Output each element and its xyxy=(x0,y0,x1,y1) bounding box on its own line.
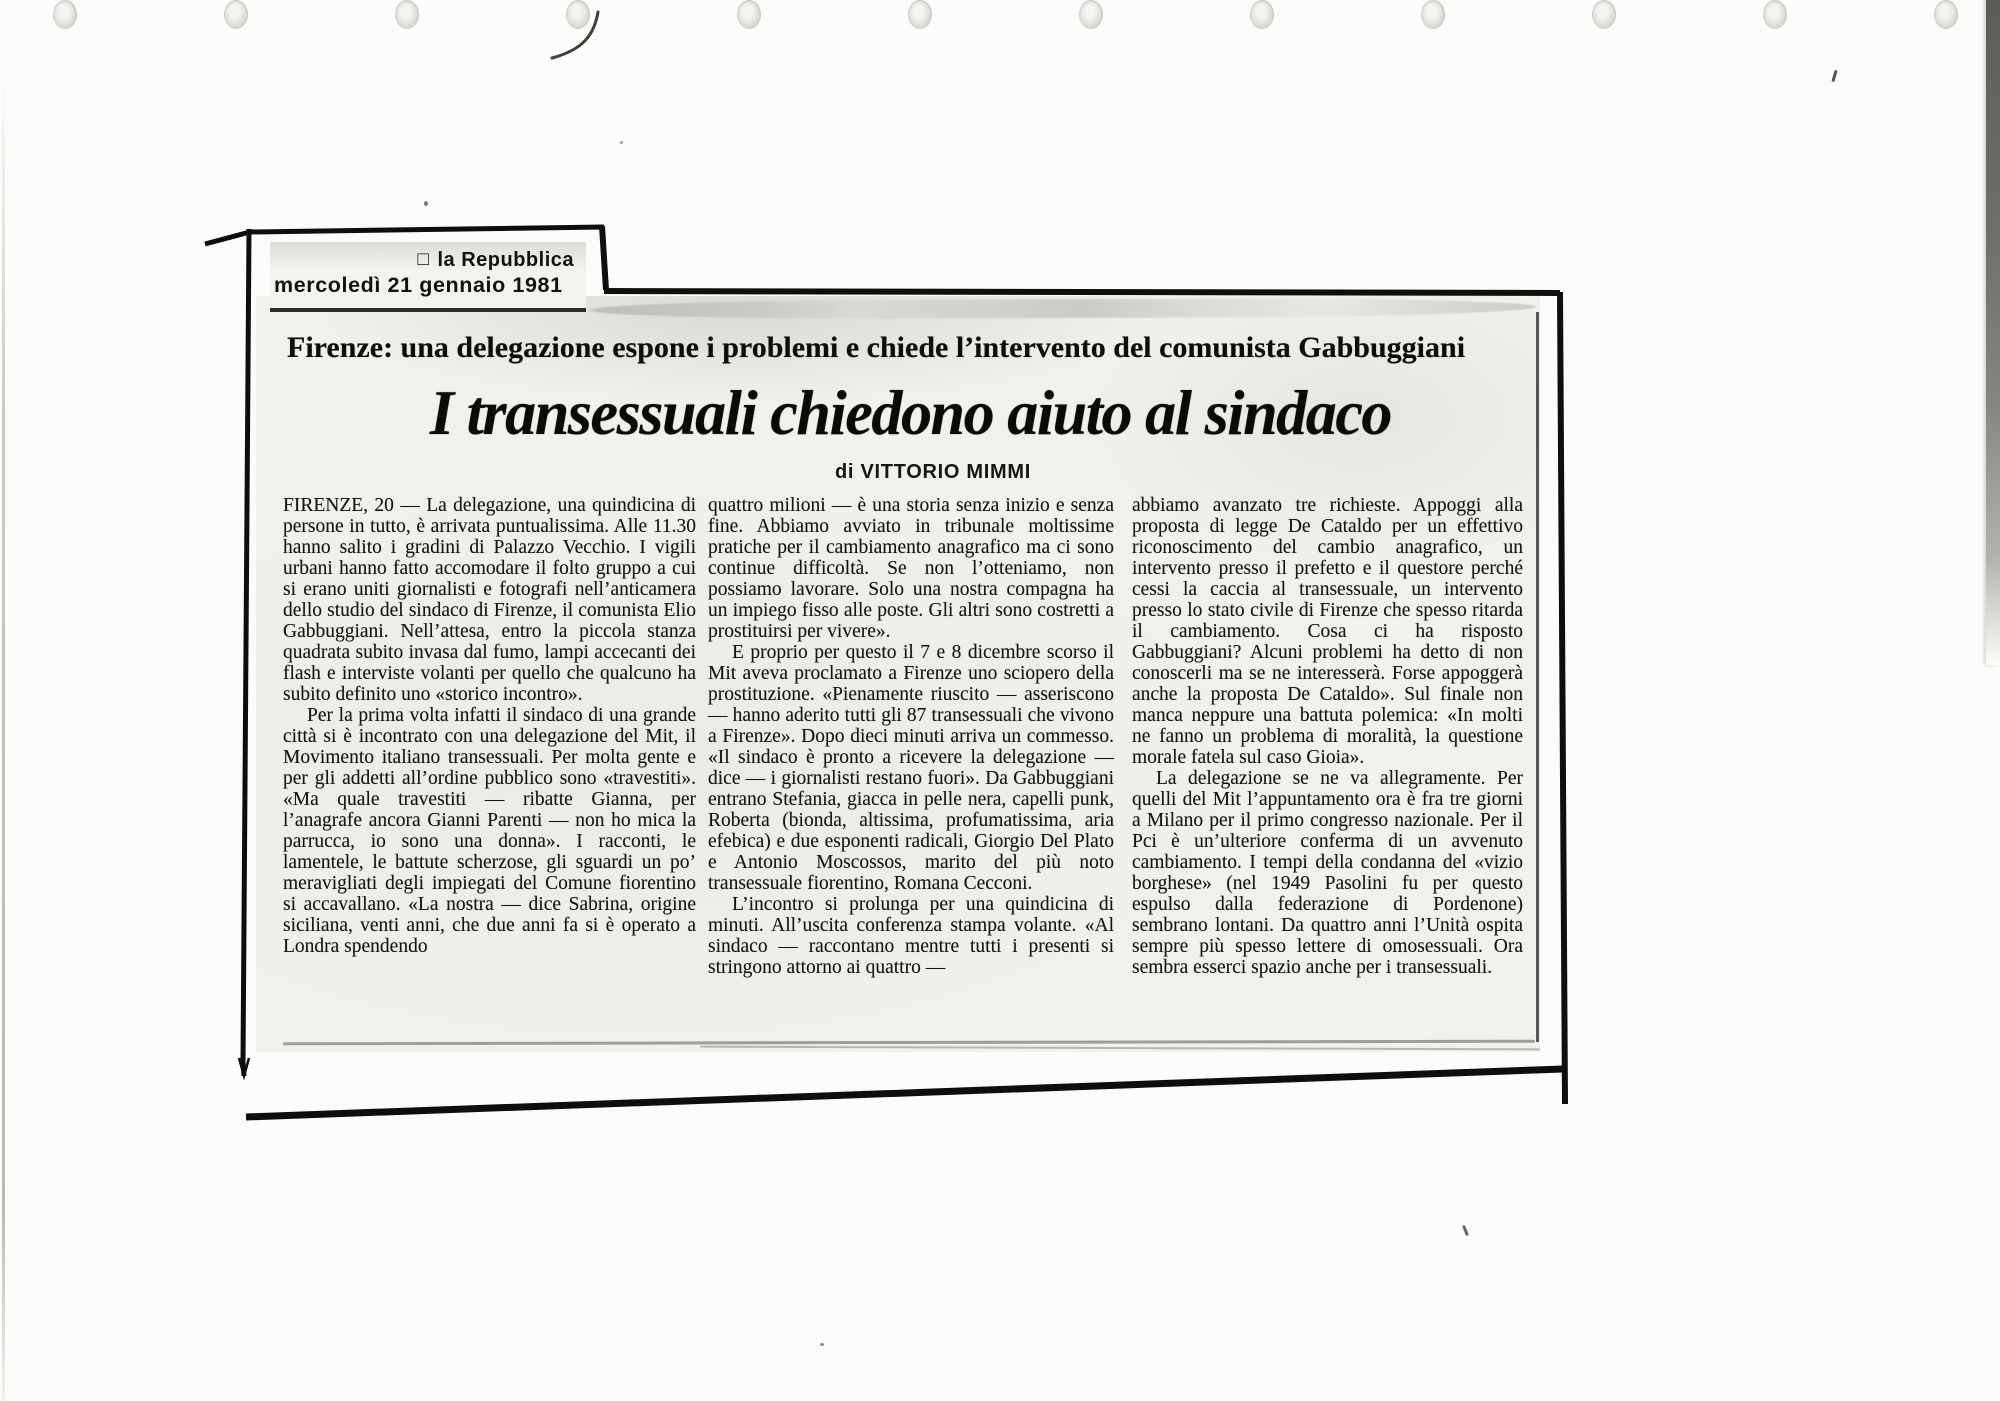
scan-speck xyxy=(424,201,428,206)
article-paragraph: La delegazione se ne va allegramente. Per quelli del Mit l’appuntamento ora è fra tre giorni a Milano per il primo congresso nazionale. Per il Pci è un’ulteriore conferma di un avvenuto cambiamento. I tempi della condanna del «vizio borghese» (nel 1949 Pasolini fu per questo espulso dalla federazione di Pordenone) sembrano lontani. Da quattro anni l’Unità ospita sempre più spesso lettere di omosessuali. Ora sembra esserci spazio anche per i transessuali. xyxy=(1132,768,1523,978)
checkbox-icon: □ xyxy=(417,249,430,270)
punch-hole xyxy=(737,0,761,29)
scan-speck xyxy=(620,141,623,144)
article-byline: di VITTORIO MIMMI xyxy=(835,461,1031,483)
article-paragraph: E proprio per questo il 7 e 8 dicembre scorso il Mit aveva proclamato a Firenze uno sciopero della prostituzione. «Pienamente riuscito — asseriscono — hanno aderito tutti gli 87 transessuali che vivono a Firenze». Dopo dieci minuti arriva un commesso. «Il sindaco è pronto a ricevere la delegazione — dice — i giornalisti restano fuori». Da Gabbuggiani entrano Stefania, giacca in pelle nera, capelli punk, Roberta (bionda, altissima, profumatissima, aria efebica) e due esponenti radicali, Giorgio Del Plato e Antonio Moscossos, marito del più noto transessuale fiorentino, Romana Cecconi. xyxy=(708,642,1114,894)
masthead-line xyxy=(270,249,586,272)
punch-hole xyxy=(53,0,77,29)
article-paragraph: L’incontro si prolunga per una quindicina di minuti. All’uscita conferenza stampa volante. «Al sindaco — raccontano mentre tutti i presenti si stringono attorno ai quattro — xyxy=(708,894,1114,978)
masthead-box xyxy=(270,242,586,312)
punch-hole xyxy=(1079,0,1103,29)
article-column-3 xyxy=(1132,495,1523,978)
article-paragraph: Per la prima volta infatti il sindaco di una grande città si è incontrato con una delegazione del Mit, il Movimento italiano transessuali. Per molta gente e per gli addetti all’ordine pubblico sono «travestiti». «Ma quale travestiti — ribatte Gianna, per l’anagrafe ancora Gianni Parenti — non ho mica la parrucca, io sono una donna». I racconti, le lamentele, le battute scherzose, gli sguardi un po’ meravigliati degli impiegati del Comune fiorentino si accavallano. «La nostra — dice Sabrina, origine siciliana, venti anni, che due anni fa si è operato a Londra spendendo xyxy=(283,705,696,957)
punch-hole xyxy=(908,0,932,29)
byline-row xyxy=(256,461,1540,484)
scan-speck xyxy=(820,1343,824,1346)
scan-edge-line xyxy=(2,80,5,1401)
article-column-1 xyxy=(283,495,696,957)
article-paragraph: FIRENZE, 20 — La delegazione, una quindicina di persone in tutto, è arrivata puntualissima. Alle 11.30 hanno salito i gradini di Palazzo Vecchio. I vigili urbani hanno fatto accomodare il folto gruppo a cui si erano uniti giornalisti e fotografi nell’anticamera dello studio del sindaco di Firenze, il comunista Elio Gabbuggiani. Nell’attesa, entro la piccola stanza quadrata subito invasa dal fumo, lampi accecanti dei flash e interviste volanti per quello che qualcuno ha subito definito uno «storico incontro». xyxy=(283,495,696,705)
article-paragraph: quattro milioni — è una storia senza inizio e senza fine. Abbiamo avviato in tribunale moltissime pratiche per il cambiamento anagrafico ma ci sono continue difficoltà. Se non l’otteniamo, non possiamo lavorare. Solo una nostra compagna ha un impiego fisso alle poste. Gli altri sono costretti a prostituirsi per vivere». xyxy=(708,495,1114,642)
punch-hole xyxy=(1592,0,1616,29)
punch-hole xyxy=(1421,0,1445,29)
punch-hole xyxy=(1763,0,1787,29)
punch-hole xyxy=(1934,0,1958,29)
article-headline: I transessuali chiedono aiuto al sindaco xyxy=(429,377,1391,448)
article-kicker: Firenze: una delegazione espone i problemi e chiede l’intervento del comunista Gabbuggiani xyxy=(287,331,1466,364)
punch-hole xyxy=(395,0,419,29)
article-column-2 xyxy=(708,495,1114,978)
scan-speck xyxy=(1831,70,1837,82)
scan-speck xyxy=(1462,1225,1469,1236)
article-paragraph: abbiamo avanzato tre richieste. Appoggi alla proposta di legge De Cataldo per un effettivo riconoscimento del cambio anagrafico, un intervento presso il prefetto e il questore perché cessi la caccia al transessuale, un intervento presso lo stato civile di Firenze che spesso ritarda il cambiamento. Cosa ci ha risposto Gabbuggiani? Alcuni problemi ha detto di non conoscerli ma se ne interesserà. Forse appoggerà anche la proposta De Cataldo». Sul finale non manca neppure una battuta polemica: «In molti ne fanno un problema di moralità, la questione morale fatela sul caso Gioia». xyxy=(1132,495,1523,768)
headline-row xyxy=(256,376,1540,450)
punch-hole xyxy=(566,0,590,29)
masthead-date: mercoledì 21 gennaio 1981 xyxy=(274,273,563,297)
punch-hole xyxy=(224,0,248,29)
newspaper-name: la Repubblica xyxy=(437,249,574,271)
scan-edge-shadow xyxy=(1986,0,2000,665)
punch-hole xyxy=(1250,0,1274,29)
